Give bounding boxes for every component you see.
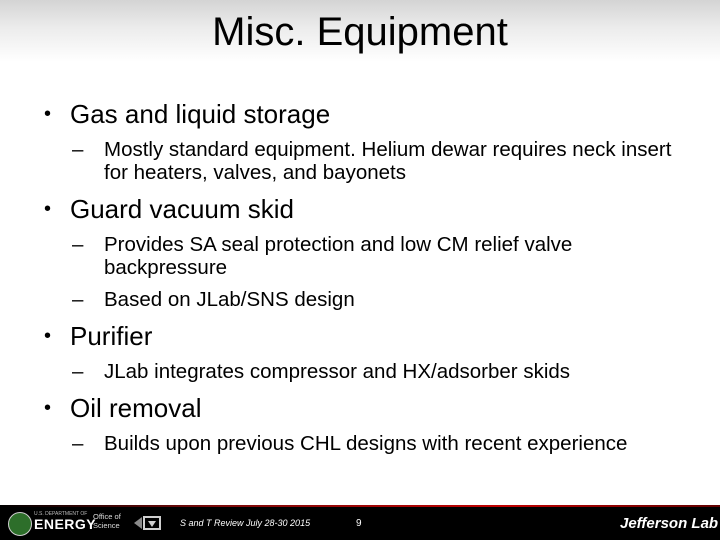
doe-seal-icon [8,512,32,536]
footer-review-text: S and T Review July 28-30 2015 [180,518,311,528]
bullet-item [44,392,684,424]
slide-title: Misc. Equipment [212,10,508,54]
bullet-mark: • [44,198,52,220]
sub-bullet-text: Based on JLab/SNS design [104,288,355,311]
bullet-text: Purifier [70,321,153,351]
sub-bullet-mark: – [72,360,84,383]
bullet-item [44,193,684,225]
bullet-item [44,320,684,352]
jsa-logo-icon [132,513,162,533]
bullet-mark: • [44,325,52,347]
bullet-mark: • [44,103,52,125]
jefferson-lab-logo: Jefferson Lab [620,515,719,532]
sub-bullet-text: Mostly standard equipment. Helium dewar requires neck insert for heaters, valves, and bayonets [104,138,672,184]
office-of-science-label: Office of Science [93,512,121,530]
bullet-item [44,98,684,130]
sub-bullet-item [44,288,684,311]
sub-bullet-text: Provides SA seal protection and low CM relief valve backpressure [104,233,573,279]
sub-bullet-item [44,138,684,184]
sub-bullet-text: Builds upon previous CHL designs with recent experience [104,432,628,455]
page-number: 9 [356,518,362,529]
bullet-mark: • [44,397,52,419]
bullet-text: Oil removal [70,393,202,423]
sub-bullet-mark: – [72,288,84,311]
sub-bullet-mark: – [72,432,84,455]
sub-bullet-text: JLab integrates compressor and HX/adsorber skids [104,360,571,383]
sub-bullet-item [44,360,684,383]
sub-bullet-mark: – [72,138,84,161]
doe-department-label: U.S. DEPARTMENT OF [34,511,88,517]
sub-bullet-item [44,233,684,279]
slide-content [44,98,684,464]
sub-bullet-mark: – [72,233,84,256]
doe-energy-logo: ENERGY [34,516,97,532]
bullet-text: Guard vacuum skid [70,194,294,224]
sub-bullet-item [44,432,684,455]
bullet-text: Gas and liquid storage [70,99,331,129]
